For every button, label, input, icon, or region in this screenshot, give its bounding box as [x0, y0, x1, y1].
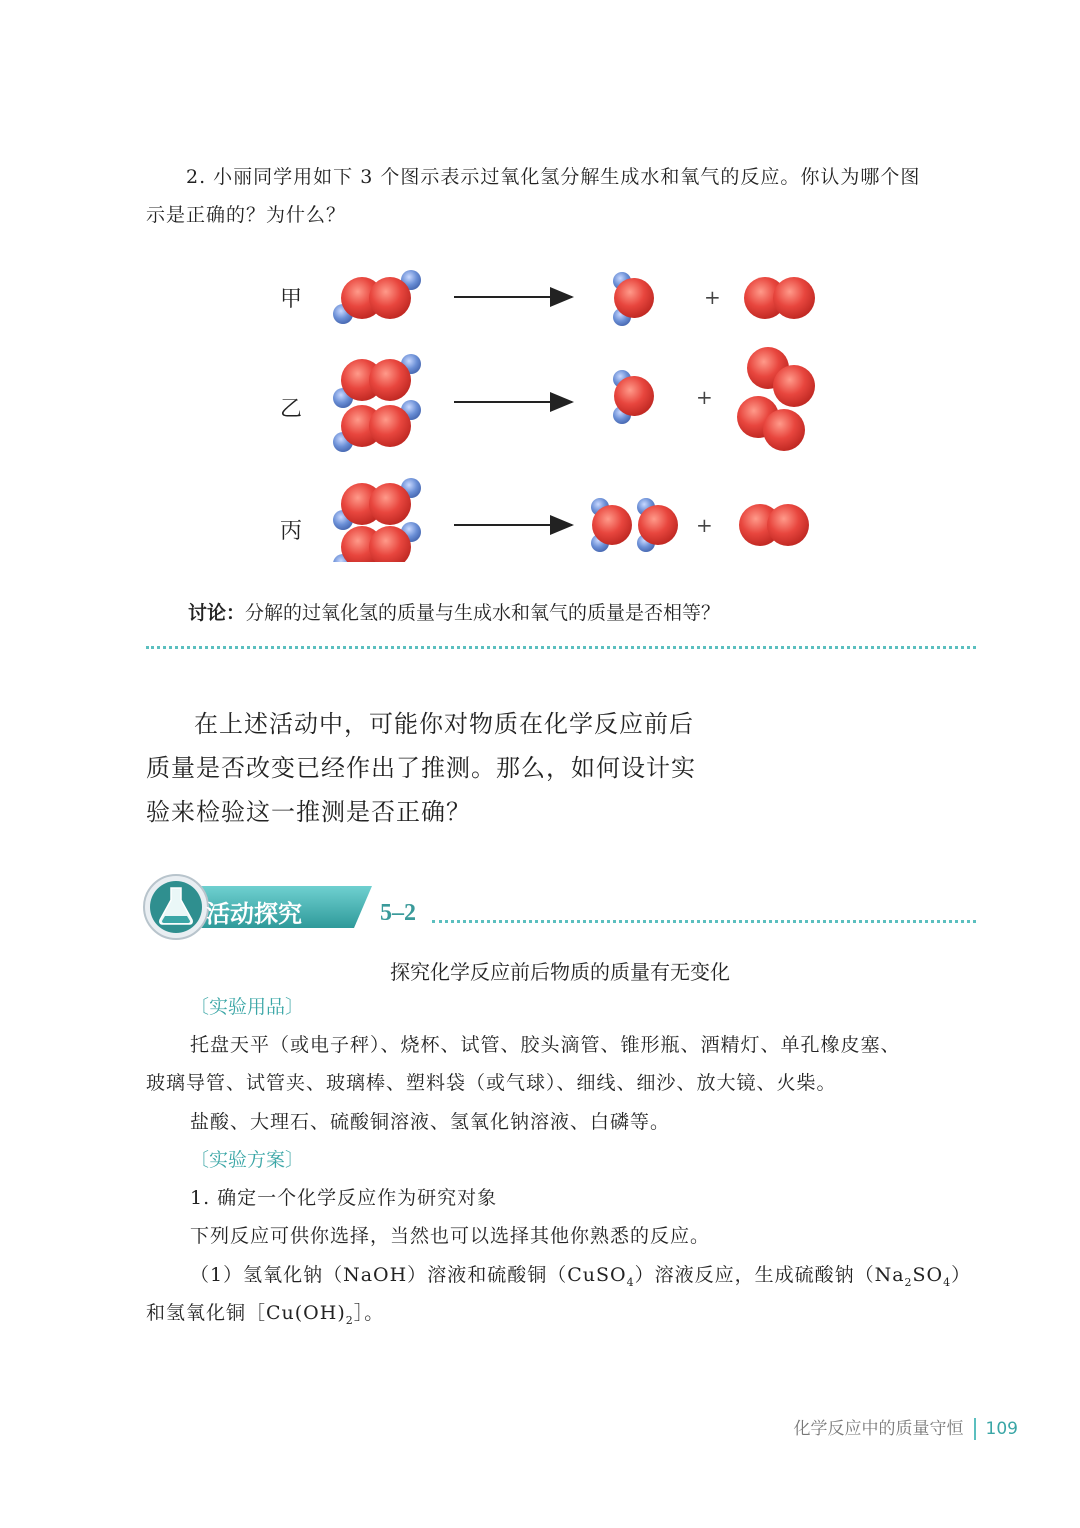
plan-step-1-desc: 下列反应可供你选择，当然也可以选择其他你熟悉的反应。	[190, 1225, 711, 1247]
question-2-line-2: 示是正确的？为什么？	[146, 204, 347, 226]
activity-badge-label: 活动探究	[206, 900, 302, 928]
materials-line-1: 托盘天平（或电子秤）、烧杯、试管、胶头滴管、锥形瓶、酒精灯、单孔橡皮塞、	[190, 1034, 901, 1056]
reaction-1-line-2: 和氢氧化铜$[Cu(OH)_2]$。	[146, 1302, 385, 1327]
row-label-jia: 甲	[280, 287, 303, 312]
materials-heading: 〔实验用品〕	[190, 996, 305, 1018]
oxygen-molecule-pair	[737, 347, 815, 451]
plus-sign: +	[696, 385, 713, 409]
discussion-label: 讨论：	[188, 602, 246, 624]
oxygen-molecule	[744, 277, 815, 319]
paragraph-line-1: 在上述活动中，可能你对物质在化学反应前后	[194, 710, 694, 738]
plus-sign: +	[696, 513, 713, 537]
page-footer	[794, 1414, 1018, 1440]
chapter-title: 化学反应中的质量守恒	[793, 1419, 964, 1439]
section-divider	[146, 646, 976, 649]
row-label-yi: 乙	[280, 397, 303, 422]
molecule-diagram	[270, 262, 850, 562]
water-molecule-pair	[591, 498, 678, 552]
footer-separator	[974, 1418, 976, 1440]
activity-number: 5–2	[380, 900, 416, 926]
page-number: 109	[985, 1419, 1018, 1439]
water-molecule	[613, 370, 654, 424]
reaction-1-line-1: （1）氢氧化钠（NaOH）溶液和硫酸铜（CuSO$_4$）溶液反应，生成硫酸钠$(Na_2SO_4)$	[190, 1264, 972, 1289]
question-2-line-1: 2. 小丽同学用如下 3 个图示表示过氧化氢分解生成水和氧气的反应。你认为哪个图	[186, 166, 921, 188]
paragraph-line-3: 验来检验这一推测是否正确？	[146, 798, 471, 826]
activity-title: 探究化学反应前后物质的质量有无变化	[390, 960, 730, 984]
water-molecule	[613, 272, 654, 326]
discussion	[188, 598, 720, 625]
row-label-bing: 丙	[280, 519, 303, 544]
discussion-text: 分解的过氧化氢的质量与生成水和氧气的质量是否相等？	[245, 602, 721, 624]
plus-sign: +	[704, 285, 721, 309]
materials-line-3: 盐酸、大理石、硫酸铜溶液、氢氧化钠溶液、白磷等。	[190, 1111, 671, 1133]
materials-line-2: 玻璃导管、试管夹、玻璃棒、塑料袋（或气球）、细线、细沙、放大镜、火柴。	[146, 1072, 837, 1094]
paragraph-line-2: 质量是否改变已经作出了推测。那么，如何设计实	[146, 754, 696, 782]
oxygen-molecule	[739, 504, 809, 546]
h2o2-molecule	[333, 270, 421, 324]
question-2	[146, 158, 976, 234]
activity-dotted-line	[432, 920, 976, 923]
plan-step-1: 1. 确定一个化学反应作为研究对象	[190, 1187, 498, 1209]
intro-paragraph	[146, 702, 726, 834]
plan-heading: 〔实验方案〕	[190, 1149, 305, 1171]
h2o2-molecule-pair	[333, 478, 421, 562]
h2o2-molecule-pair	[333, 354, 421, 452]
